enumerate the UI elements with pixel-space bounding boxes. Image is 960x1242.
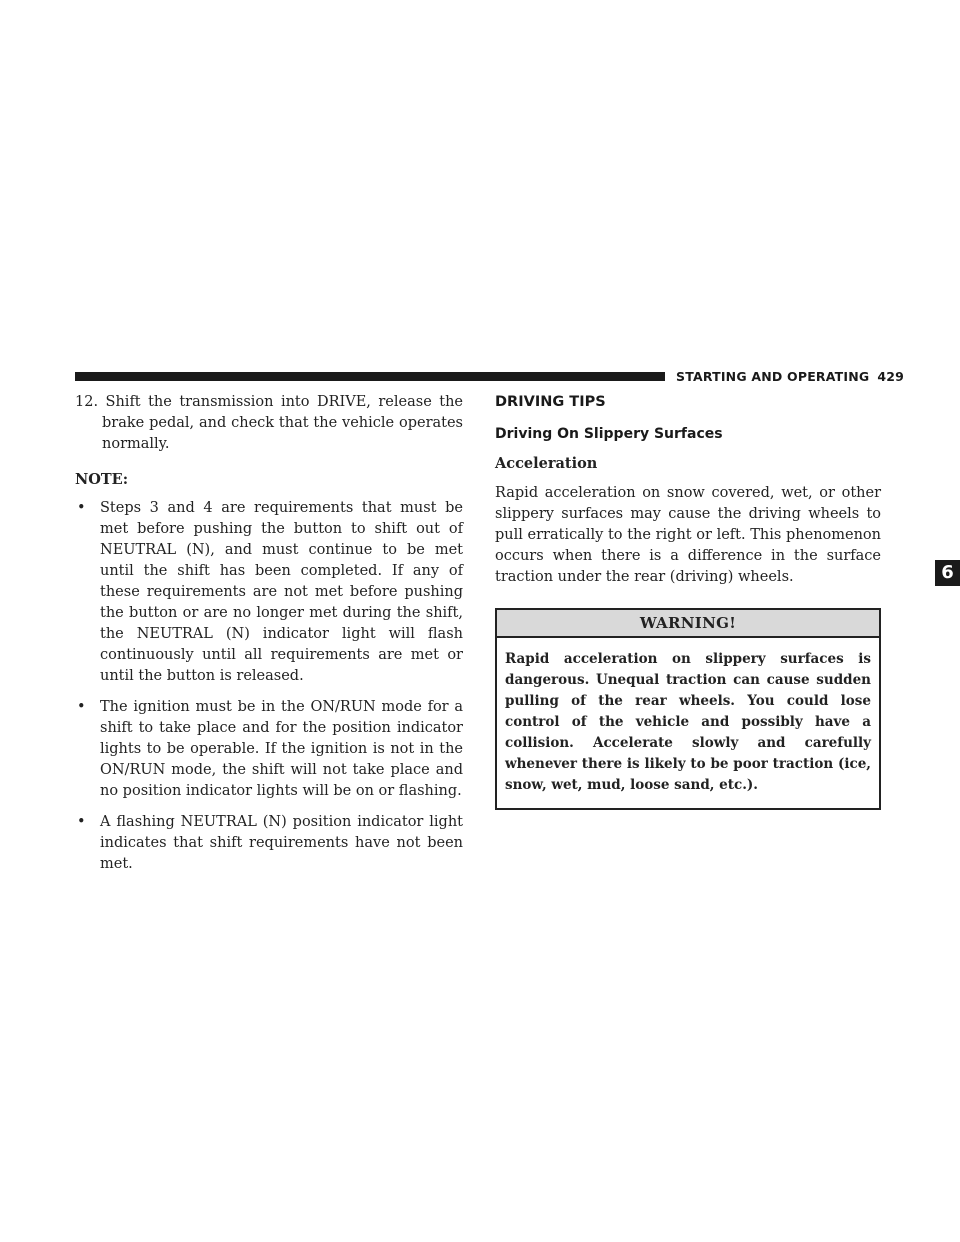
page-number: 429 [877, 369, 905, 384]
header-rule [75, 372, 665, 381]
right-column [495, 392, 881, 810]
running-header [676, 369, 905, 384]
step-12: 12. Shift the transmission into DRIVE, release the brake pedal, and check that the vehicle operates normally. [75, 394, 463, 452]
bullet-text: A flashing NEUTRAL (N) position indicator light indicates that shift requirements have not been met. [100, 814, 463, 872]
left-column [75, 392, 463, 885]
bullet-icon: • [77, 814, 86, 830]
warning-box [495, 608, 881, 810]
list-item [75, 812, 463, 875]
bullet-text: Steps 3 and 4 are requirements that must be met before pushing the button to shift out of NEUTRAL (N), and must continue to be met until the shift has been completed. If any of these requirements are not met before pushing the button or are no longer met during the shift, the NEUTRAL (N) indicator light will flash continuously until all requirements are met or until the button is released. [100, 500, 463, 684]
chapter-tab: 6 [935, 560, 960, 586]
section-heading: DRIVING TIPS [495, 394, 606, 410]
warning-text: Rapid acceleration on slippery surfaces is dangerous. Unequal traction can cause sudden pulling of the rear wheels. You could lose control of the vehicle and possibly have a collision. Accelerate slowly and carefully whenever there is likely to be poor traction (ice, snow, wet, mud, loose sand, etc.). [505, 651, 871, 793]
bullet-icon: • [77, 500, 86, 516]
warning-title: WARNING! [497, 610, 879, 638]
list-item [75, 697, 463, 802]
note-label: NOTE: [75, 471, 129, 488]
acceleration-paragraph: Rapid acceleration on snow covered, wet, or other slippery surfaces may cause the driving wheels to pull erratically to the right or left. This phenomenon occurs when there is a difference in the surface traction under the rear (driving) wheels. [495, 485, 881, 585]
list-item [75, 498, 463, 687]
bullet-text: The ignition must be in the ON/RUN mode for a shift to take place and for the position indicator lights to be operable. If the ignition is not in the ON/RUN mode, the shift will not take place and no position indicator lights will be on or flashing. [100, 699, 463, 799]
bullet-icon: • [77, 699, 86, 715]
subsection-heading: Driving On Slippery Surfaces [495, 426, 723, 442]
section-title: STARTING AND OPERATING [676, 369, 870, 384]
topic-heading: Acceleration [495, 455, 598, 472]
note-bullet-list [75, 498, 463, 875]
